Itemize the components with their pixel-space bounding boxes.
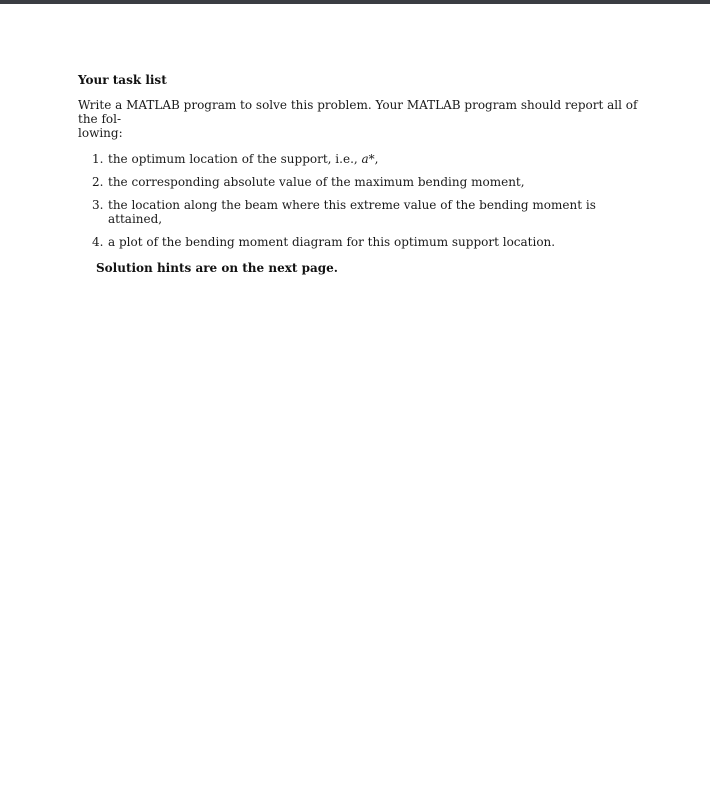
list-item-text-after: , [374,152,379,166]
list-item [78,175,638,189]
list-item-number: 1. [92,152,104,166]
intro-line-2: lowing: [78,126,123,140]
list-item [78,235,638,249]
document-page [78,72,638,275]
list-item-text [108,152,379,166]
section-heading: Your task list [78,73,167,87]
list-item-text: a plot of the bending moment diagram for this optimum support location. [108,235,556,249]
list-item-text: the location along the beam where this extreme value of the bending moment is attained, [108,198,596,226]
list-item-text-before: the optimum location of the support, i.e., [108,152,362,166]
list-item [78,198,638,226]
list-item-number: 4. [92,235,104,249]
solution-hint: Solution hints are on the next page. [96,261,338,275]
list-item-text: the corresponding absolute value of the maximum bending moment, [108,175,525,189]
list-item-number: 3. [92,198,104,212]
intro-paragraph [78,98,638,140]
intro-line-1: Write a MATLAB program to solve this problem. Your MATLAB program should report all of the fol- [78,98,638,126]
optimum-support-variable: a* [361,152,375,166]
list-item [78,152,638,166]
window-top-bar [0,0,710,4]
task-list [78,152,638,249]
list-item-number: 2. [92,175,104,189]
